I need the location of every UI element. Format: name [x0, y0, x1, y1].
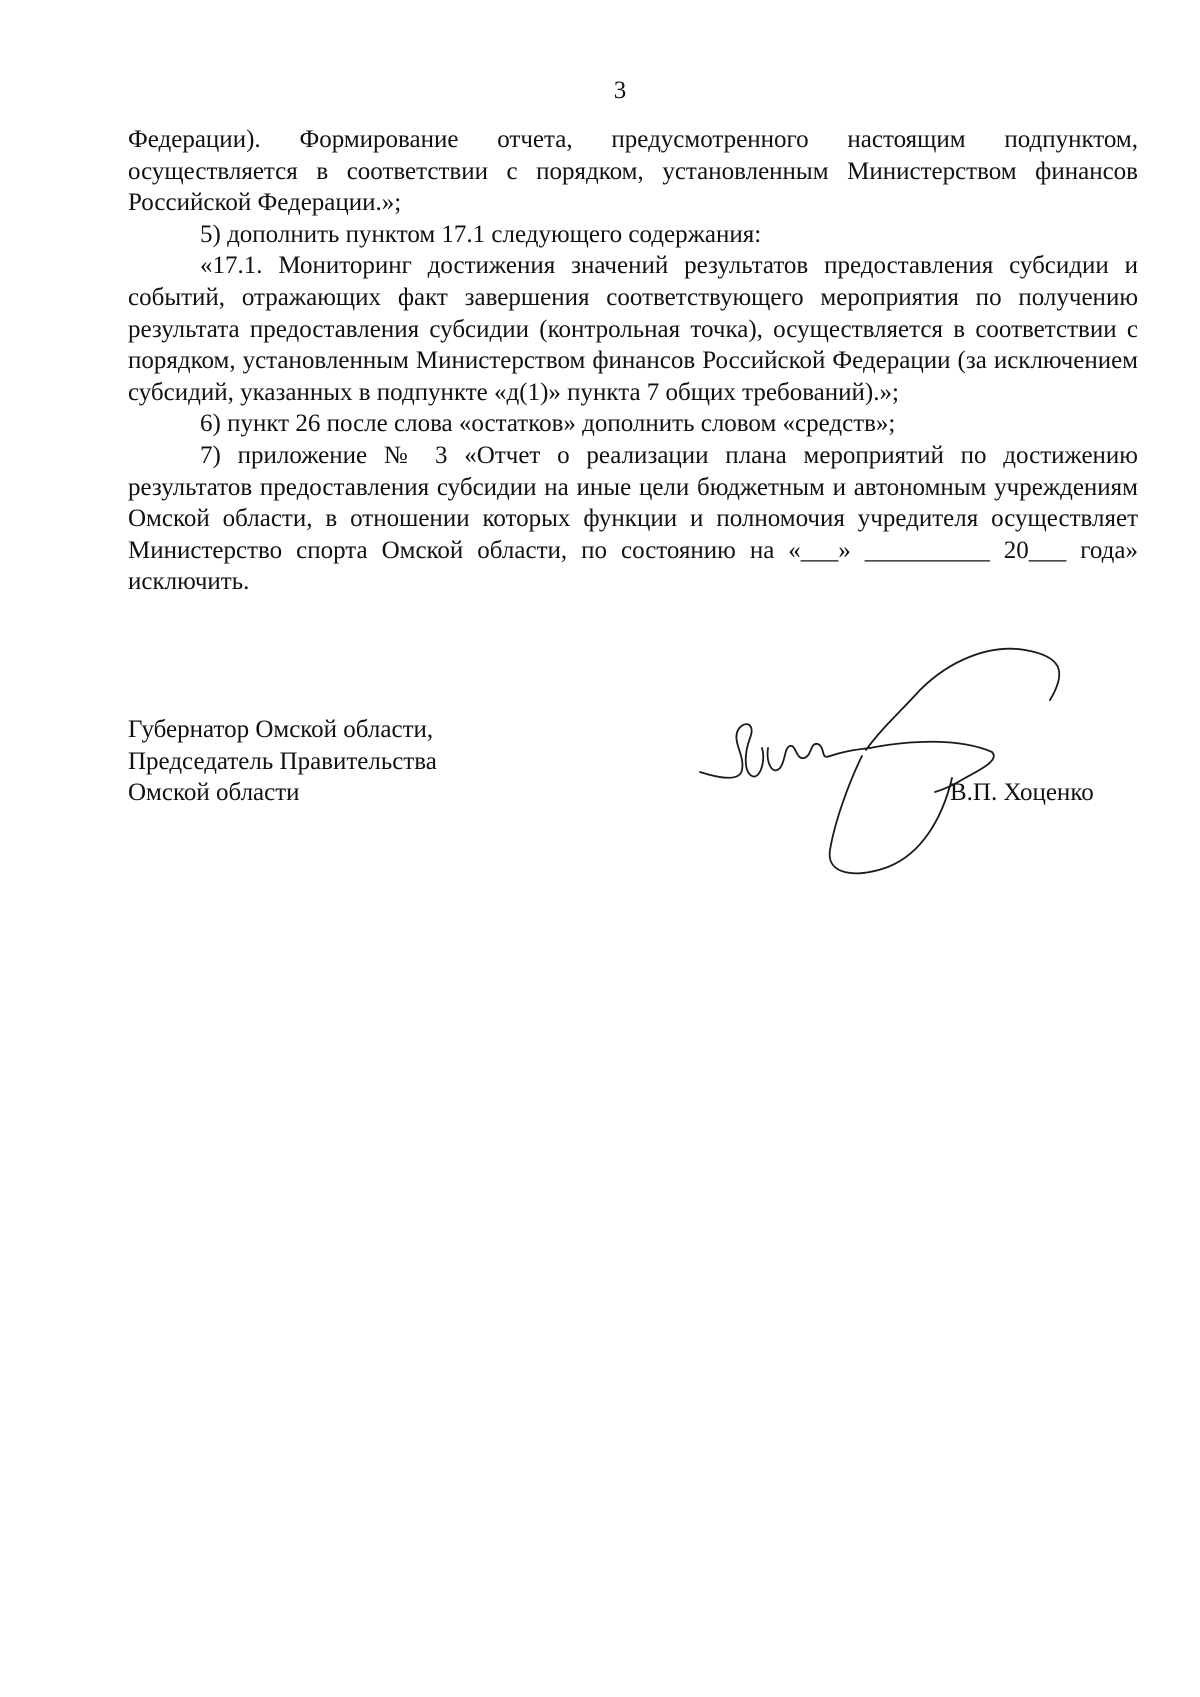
- signatory-title-line: Губернатор Омской области,: [128, 716, 434, 743]
- paragraph-item-6: 6) пункт 26 после слова «остатков» дополнить словом «средств»;: [200, 410, 896, 438]
- paragraph-item-5: 5) дополнить пунктом 17.1 следующего содержания:: [200, 220, 762, 248]
- signatory-title-line: Председатель Правительства: [128, 747, 437, 775]
- document-body: [128, 124, 1138, 598]
- signatory-name: В.П. Хоценко: [950, 779, 1094, 806]
- signatory-title: [128, 714, 437, 809]
- handwritten-signature: [680, 630, 1120, 890]
- page-number: 3: [613, 77, 627, 104]
- signatory-title-line: Омской области: [128, 779, 300, 807]
- paragraph-item-7: 7) приложение № 3 «Отчет о реализации плана мероприятий по достижению результатов предоставления субсидии на иные цели бюджетным и автономным учреждениям Омской области, в отношении которых функции и полномочия учредителя осуществляет Министерство спорта Омской области, по состоянию на «___» __________ 20___ года» исключить.: [128, 441, 1138, 596]
- paragraph-clause-17-1: «17.1. Мониторинг достижения значений результатов предоставления субсидии и событий, отражающих факт завершения соответствующего мероприятия по получению результата предоставления субсидии (контрольная точка), осуществляется в соответствии с порядком, установленным Министерством финансов Российской Федерации (за исключением субсидий, указанных в подпункте «д(1)» пункта 7 общих требований).»;: [128, 252, 1138, 406]
- paragraph-continuation: Федерации). Формирование отчета, предусмотренного настоящим подпунктом, осуществляется в соответствии с порядком, установленным Министерством финансов Российской Федерации.»;: [128, 126, 1138, 217]
